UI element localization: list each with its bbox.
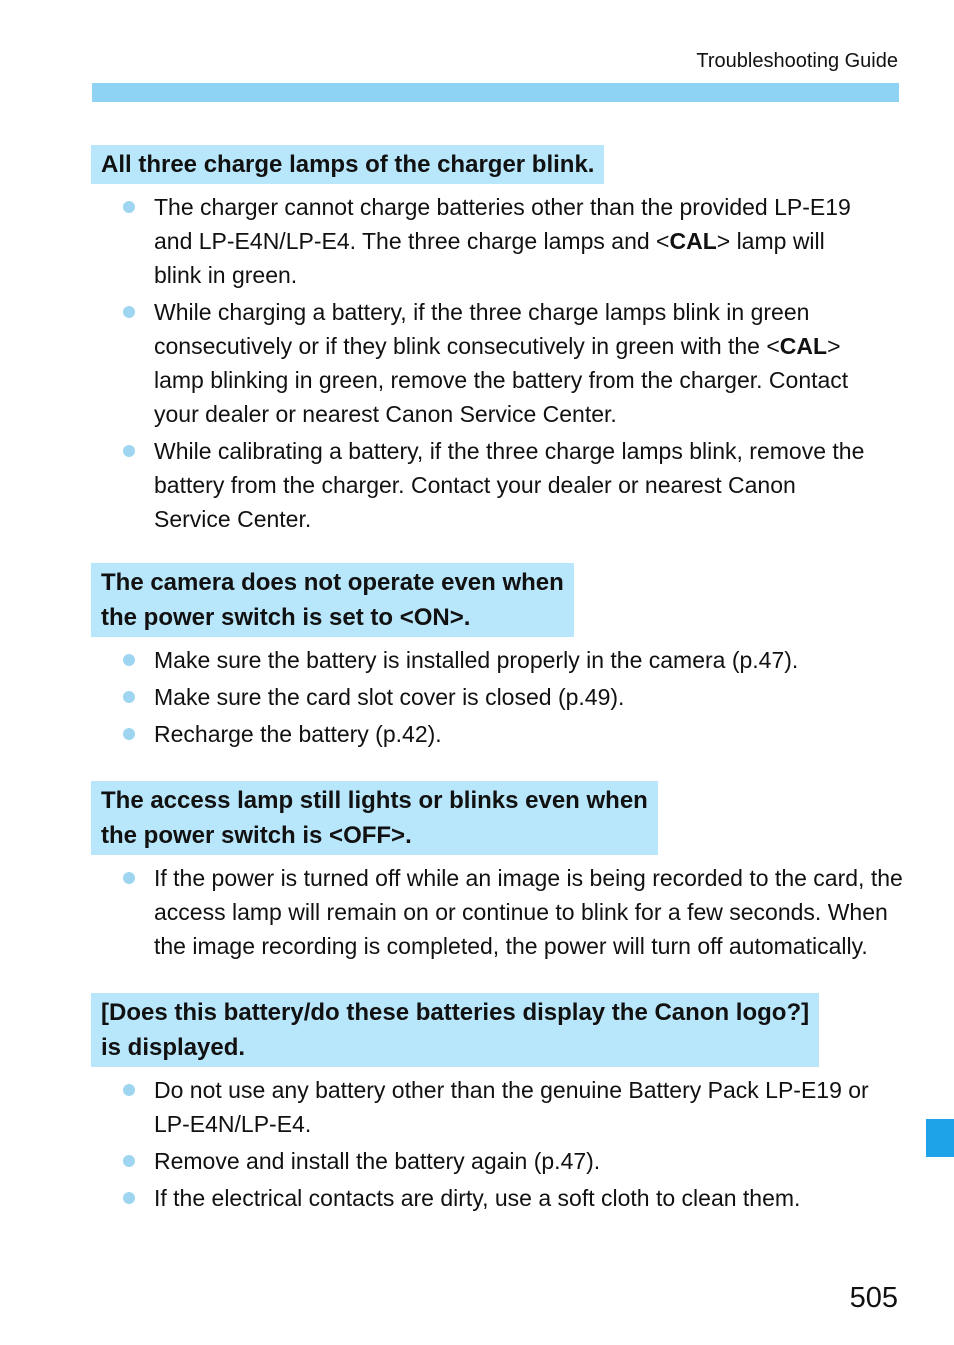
item-text: blink in green.: [154, 262, 298, 288]
item-text: LP-E4N/LP-E4.: [154, 1111, 312, 1137]
item-line: [154, 865, 903, 891]
item-text: Make sure the card slot cover is closed (p.49).: [154, 684, 625, 710]
section-heading: [91, 993, 819, 1067]
heading-line: [Does this battery/do these batteries display the Canon logo?]: [101, 999, 810, 1026]
list-item: [91, 295, 864, 431]
item-line: [154, 721, 442, 747]
section-access-lamp: [91, 781, 903, 963]
item-line: [154, 899, 888, 925]
item-text: lamp blinking in green, remove the battery from the charger. Contact: [154, 367, 849, 393]
item-line: [154, 1077, 869, 1103]
item-line: [154, 299, 809, 325]
heading-line: The access lamp still lights or blinks even when: [101, 787, 648, 814]
list-item: [91, 434, 864, 536]
heading-line: the power switch is <OFF>.: [101, 822, 412, 849]
section-charge-lamps: [91, 145, 864, 536]
bullet-icon: [123, 1084, 135, 1096]
bullet-list: [91, 861, 903, 963]
section-heading: [91, 781, 658, 855]
item-text: access lamp will remain on or continue to blink for a few seconds. When: [154, 899, 888, 925]
bullet-icon: [123, 1155, 135, 1167]
item-bold-text: CAL: [779, 333, 828, 359]
bullet-list: [91, 643, 798, 751]
item-line: [154, 684, 624, 710]
bullet-icon: [123, 201, 135, 213]
item-text: Service Center.: [154, 506, 312, 532]
item-bold-text: CAL: [669, 228, 717, 254]
list-item: [91, 1144, 869, 1178]
item-text: >: [827, 333, 841, 359]
item-text: Remove and install the battery again (p.47).: [154, 1148, 601, 1174]
bullet-icon: [123, 872, 135, 884]
item-line: [154, 1111, 311, 1137]
item-line: [154, 647, 798, 673]
list-item: [91, 717, 798, 751]
item-text: While calibrating a battery, if the three charge lamps blink, remove the: [154, 438, 865, 464]
item-text: consecutively or if they blink consecutively in green with the <: [154, 333, 780, 359]
item-line: [154, 228, 825, 254]
item-line: [154, 367, 848, 393]
header-title: Troubleshooting Guide: [696, 50, 898, 72]
list-item: [91, 643, 798, 677]
item-line: [154, 472, 796, 498]
item-line: [154, 933, 868, 959]
item-text: and LP-E4N/LP-E4. The three charge lamps and <: [154, 228, 670, 254]
page-number: 505: [849, 1282, 898, 1314]
bullet-icon: [123, 728, 135, 740]
item-text: The charger cannot charge batteries other than the provided LP-E19: [154, 194, 851, 220]
chapter-tab: [926, 1119, 954, 1157]
bullet-icon: [123, 445, 135, 457]
item-line: [154, 333, 841, 359]
item-line: [154, 1148, 600, 1174]
item-text: Recharge the battery (p.42).: [154, 721, 442, 747]
item-text: the image recording is completed, the power will turn off automatically.: [154, 933, 868, 959]
bullet-list: [91, 190, 864, 536]
item-line: [154, 262, 297, 288]
item-line: [154, 1185, 800, 1211]
bullet-icon: [123, 1192, 135, 1204]
item-line: [154, 401, 617, 427]
bullet-icon: [123, 691, 135, 703]
item-line: [154, 438, 864, 464]
item-text: Make sure the battery is installed properly in the camera (p.47).: [154, 647, 799, 673]
list-item: [91, 861, 903, 963]
list-item: [91, 680, 798, 714]
item-text: If the power is turned off while an image is being recorded to the card, the: [154, 865, 903, 891]
section-heading: [91, 563, 574, 637]
item-text: Do not use any battery other than the genuine Battery Pack LP-E19 or: [154, 1077, 869, 1103]
list-item: [91, 1181, 869, 1215]
bullet-icon: [123, 654, 135, 666]
item-text: If the electrical contacts are dirty, use a soft cloth to clean them.: [154, 1185, 801, 1211]
section-canon-logo: [91, 993, 869, 1215]
section-camera-not-operate: [91, 563, 798, 751]
item-text: > lamp will: [716, 228, 825, 254]
item-text: your dealer or nearest Canon Service Center.: [154, 401, 617, 427]
heading-line: the power switch is set to <ON>.: [101, 604, 471, 631]
list-item: [91, 1073, 869, 1141]
header-bar: [92, 83, 899, 102]
heading-line: is displayed.: [101, 1034, 246, 1061]
heading-line: All three charge lamps of the charger blink.: [101, 151, 595, 178]
item-text: While charging a battery, if the three charge lamps blink in green: [154, 299, 810, 325]
item-line: [154, 506, 311, 532]
bullet-icon: [123, 306, 135, 318]
item-text: battery from the charger. Contact your dealer or nearest Canon: [154, 472, 796, 498]
item-line: [154, 194, 851, 220]
list-item: [91, 190, 864, 292]
bullet-list: [91, 1073, 869, 1215]
section-heading: [91, 145, 604, 184]
heading-line: The camera does not operate even when: [101, 569, 564, 596]
